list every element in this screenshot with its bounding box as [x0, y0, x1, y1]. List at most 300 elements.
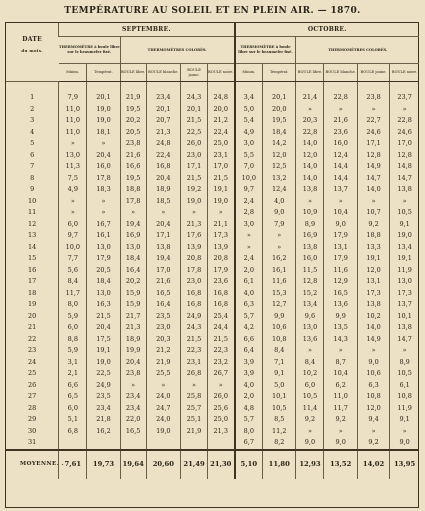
value-cell: 13,6 [324, 299, 357, 311]
value-cell: 19,0 [208, 196, 235, 208]
table-row [6, 115, 419, 127]
value-cell: 4,8 [235, 403, 263, 415]
value-cell: » [87, 196, 120, 208]
day-cell: 27 [28, 392, 37, 400]
value-cell: » [390, 196, 419, 208]
average-cell: 14,02 [357, 450, 389, 479]
value-cell: 6,0 [59, 403, 87, 415]
value-cell: 19,1 [87, 345, 120, 357]
value-cell: 8,9 [296, 219, 324, 231]
value-cell: 10,6 [263, 322, 296, 334]
value-cell: 14,0 [296, 173, 324, 185]
value-cell: 24,9 [181, 311, 208, 323]
value-cell: 23,5 [146, 311, 180, 323]
value-cell: 21,3 [120, 322, 146, 334]
value-cell: » [120, 207, 146, 219]
value-cell: 2,0 [235, 265, 263, 277]
value-cell: 16,3 [87, 299, 120, 311]
value-cell: 22,3 [208, 345, 235, 357]
value-cell: 6,6 [59, 380, 87, 392]
value-cell: 23,8 [120, 138, 146, 150]
value-cell: 12,0 [296, 150, 324, 162]
average-cell: 7,61 [59, 450, 87, 479]
value-cell: 21,5 [181, 334, 208, 346]
value-cell: 25,4 [208, 311, 235, 323]
value-cell: 14,0 [296, 138, 324, 150]
value-cell: 10,5 [263, 403, 296, 415]
value-cell: » [120, 380, 146, 392]
value-cell: 9,0 [324, 219, 357, 231]
group-header-colores: THERMOMÈTRES COLORÉS. [120, 37, 234, 64]
value-cell: 23,4 [120, 391, 146, 403]
value-cell: 11,0 [59, 104, 87, 116]
value-cell: 4,0 [263, 196, 296, 208]
day-cell: 19 [28, 300, 37, 308]
value-cell: 13,9 [208, 242, 235, 254]
value-cell: » [59, 196, 87, 208]
value-cell: 24,6 [357, 127, 389, 139]
value-cell: 17,9 [324, 230, 357, 242]
value-cell: 24,6 [390, 127, 419, 139]
value-cell: 14,7 [390, 173, 419, 185]
value-cell [208, 437, 235, 450]
value-cell: 10,7 [357, 207, 389, 219]
table-row [6, 150, 419, 162]
value-cell: 12,7 [263, 299, 296, 311]
day-cell: 5 [30, 139, 35, 147]
value-cell: 13,4 [390, 242, 419, 254]
value-cell: 18,3 [87, 184, 120, 196]
day-cell: 30 [28, 426, 37, 435]
value-cell: 8,4 [263, 345, 296, 357]
value-cell: 10,5 [296, 391, 324, 403]
value-cell: 5,5 [235, 150, 263, 162]
value-cell: 25,1 [181, 414, 208, 426]
value-cell: 21,6 [324, 115, 357, 127]
value-cell: 13,8 [390, 184, 419, 196]
value-cell: 14,0 [357, 184, 389, 196]
value-cell: 9,9 [263, 311, 296, 323]
value-cell: 20,1 [87, 92, 120, 104]
value-cell: 6,3 [235, 299, 263, 311]
day-cell: 18 [28, 288, 37, 297]
table-row [6, 242, 419, 254]
value-cell: 6,0 [296, 380, 324, 392]
column-header: BOULE jaune. [357, 64, 389, 82]
day-cell: 24 [28, 357, 37, 366]
table-row [6, 138, 419, 150]
day-cell: 21 [28, 323, 37, 331]
value-cell: 17,0 [208, 161, 235, 173]
value-cell: 6,1 [390, 380, 419, 392]
value-cell: 20,8 [181, 253, 208, 265]
value-cell: 19,4 [120, 219, 146, 231]
value-cell: 12,8 [357, 150, 389, 162]
day-cell: 25 [28, 369, 37, 377]
value-cell: 16,6 [120, 161, 146, 173]
value-cell: 21,5 [208, 173, 235, 185]
table-row [6, 299, 419, 311]
value-cell: 13,2 [263, 173, 296, 185]
table-row [6, 311, 419, 323]
value-cell: 23,0 [181, 150, 208, 162]
value-cell: 3,0 [235, 138, 263, 150]
value-cell: » [357, 196, 389, 208]
value-cell: 16,5 [146, 288, 180, 300]
value-cell: 23,0 [181, 276, 208, 288]
value-cell: » [235, 242, 263, 254]
value-cell: 21,3 [208, 426, 235, 438]
value-cell: 4,9 [59, 184, 87, 196]
value-cell: 16,9 [120, 230, 146, 242]
value-cell: 16,8 [208, 288, 235, 300]
value-cell: 19,0 [390, 230, 419, 242]
value-cell: 8,4 [59, 276, 87, 288]
value-cell: 7,1 [263, 357, 296, 369]
day-cell: 9 [30, 185, 35, 193]
value-cell: 11,6 [324, 265, 357, 277]
value-cell: 13,6 [296, 334, 324, 346]
table-row [6, 161, 419, 173]
value-cell: 26,0 [181, 138, 208, 150]
column-header: Températ. [263, 64, 296, 82]
value-cell: 13,0 [390, 276, 419, 288]
value-cell: 10,2 [296, 368, 324, 380]
value-cell: 16,1 [87, 230, 120, 242]
value-cell: 16,4 [120, 265, 146, 277]
value-cell: 20,0 [263, 104, 296, 116]
value-cell: 18,8 [120, 184, 146, 196]
value-cell: 25,0 [208, 414, 235, 426]
table-row [6, 184, 419, 196]
value-cell: 20,4 [146, 219, 180, 231]
value-cell: 17,1 [181, 161, 208, 173]
table-row [6, 426, 419, 438]
value-cell: 20,5 [87, 265, 120, 277]
value-cell [87, 437, 120, 450]
average-cell: 19,73 [87, 450, 120, 479]
value-cell: 11,7 [324, 403, 357, 415]
day-cell: 22 [28, 334, 37, 343]
value-cell: 14,7 [390, 334, 419, 346]
column-header: BOULE jaune. [181, 64, 208, 82]
value-cell: 17,9 [324, 253, 357, 265]
value-cell: » [324, 104, 357, 116]
value-cell: 18,5 [146, 196, 180, 208]
value-cell: 21,9 [120, 92, 146, 104]
value-cell: 16,2 [263, 253, 296, 265]
value-cell: 10,0 [59, 242, 87, 254]
value-cell: 17,6 [181, 230, 208, 242]
day-cell: 15 [28, 254, 37, 262]
value-cell: 18,4 [263, 127, 296, 139]
value-cell: 20,1 [146, 104, 180, 116]
value-cell: 11,9 [390, 265, 419, 277]
value-cell: » [208, 380, 235, 392]
value-cell: 20,7 [146, 115, 180, 127]
value-cell: 23,4 [87, 403, 120, 415]
value-cell: 12,8 [390, 150, 419, 162]
value-cell: 17,5 [87, 334, 120, 346]
value-cell: 11,4 [296, 403, 324, 415]
spacer-row [6, 82, 419, 93]
table-row [6, 357, 419, 369]
value-cell: 16,0 [296, 253, 324, 265]
value-cell: 9,4 [357, 414, 389, 426]
value-cell: 21,5 [208, 334, 235, 346]
table-row [6, 253, 419, 265]
value-cell: 21,8 [87, 414, 120, 426]
day-cell: 13 [28, 231, 37, 239]
value-cell: 20,3 [296, 115, 324, 127]
value-cell: 19,0 [146, 426, 180, 438]
value-cell: 22,8 [390, 115, 419, 127]
value-cell: 12,8 [296, 276, 324, 288]
column-header: BOULE blanche. [324, 64, 357, 82]
value-cell: 13,0 [87, 242, 120, 254]
value-cell: 13,9 [181, 242, 208, 254]
value-cell: 9,0 [390, 437, 419, 450]
value-cell: 8,0 [59, 299, 87, 311]
value-cell: 22,7 [357, 115, 389, 127]
day-cell: 29 [28, 415, 37, 423]
value-cell: 17,1 [357, 138, 389, 150]
value-cell: 22,5 [181, 127, 208, 139]
value-cell: 19,1 [357, 253, 389, 265]
day-cell: 8 [30, 173, 35, 182]
value-cell: 19,5 [120, 173, 146, 185]
value-cell: 23,5 [87, 391, 120, 403]
value-cell: 23,7 [390, 92, 419, 104]
value-cell: 6,7 [235, 437, 263, 450]
day-cell: 20 [28, 311, 37, 320]
value-cell: » [390, 345, 419, 357]
value-cell: » [263, 230, 296, 242]
value-cell: » [208, 207, 235, 219]
value-cell: 20,5 [120, 127, 146, 139]
day-cell: 26 [28, 380, 37, 389]
value-cell: 16,5 [120, 426, 146, 438]
value-cell: » [324, 345, 357, 357]
value-cell: 3,9 [235, 368, 263, 380]
value-cell: 12,0 [357, 265, 389, 277]
value-cell: 22,8 [324, 92, 357, 104]
value-cell: 24,7 [146, 403, 180, 415]
value-cell: 25,5 [146, 368, 180, 380]
day-cell: 6 [30, 150, 35, 159]
value-cell: 19,0 [181, 196, 208, 208]
table-row [6, 230, 419, 242]
value-cell: 9,6 [296, 311, 324, 323]
value-cell: 8,5 [263, 414, 296, 426]
value-cell: 13,4 [296, 299, 324, 311]
value-cell: 18,1 [87, 127, 120, 139]
value-cell: 10,5 [390, 207, 419, 219]
value-cell: 22,8 [296, 127, 324, 139]
value-cell: 10,5 [390, 368, 419, 380]
value-cell: 16,0 [324, 138, 357, 150]
value-cell: 4,0 [235, 288, 263, 300]
table-row [6, 334, 419, 346]
column-header: BOULE libre. [120, 64, 146, 82]
value-cell: 5,1 [59, 414, 87, 426]
value-cell: 11,0 [324, 391, 357, 403]
value-cell: 24,0 [146, 414, 180, 426]
value-cell: 14,7 [357, 173, 389, 185]
value-cell: 26,0 [208, 391, 235, 403]
value-cell: 10,4 [324, 207, 357, 219]
value-cell: 6,3 [357, 380, 389, 392]
value-cell: 11,0 [59, 115, 87, 127]
value-cell: 8,9 [390, 357, 419, 369]
value-cell: 21,3 [146, 127, 180, 139]
value-cell: 19,5 [263, 115, 296, 127]
value-cell: 10,2 [357, 311, 389, 323]
table-row [6, 173, 419, 185]
day-cell: 11 [28, 208, 37, 216]
value-cell: 16,2 [87, 426, 120, 438]
value-cell: 2,0 [235, 391, 263, 403]
value-cell [146, 437, 180, 450]
value-cell: 20,1 [181, 104, 208, 116]
value-cell: 21,7 [120, 311, 146, 323]
value-cell: » [324, 426, 357, 438]
value-cell: 14,9 [357, 334, 389, 346]
value-cell: » [296, 345, 324, 357]
value-cell: 22,3 [181, 345, 208, 357]
value-cell: 13,0 [59, 150, 87, 162]
value-cell: 5,0 [263, 380, 296, 392]
value-cell: 14,3 [324, 334, 357, 346]
table-row [6, 127, 419, 139]
value-cell: 4,0 [235, 380, 263, 392]
table-row [6, 104, 419, 116]
value-cell: 13,8 [296, 184, 324, 196]
value-cell: 10,9 [296, 207, 324, 219]
value-cell: 20,4 [146, 173, 180, 185]
value-cell: 16,8 [208, 299, 235, 311]
value-cell: 2,1 [59, 368, 87, 380]
du-mois-label: du mois. [21, 48, 43, 53]
value-cell: 8,0 [235, 426, 263, 438]
value-cell: » [59, 207, 87, 219]
value-cell: » [296, 426, 324, 438]
day-cell: 28 [28, 403, 37, 412]
value-cell: 13,8 [296, 242, 324, 254]
value-cell: 23,6 [208, 276, 235, 288]
value-cell: 7,5 [59, 173, 87, 185]
value-cell: 9,1 [263, 368, 296, 380]
value-cell: 13,0 [296, 322, 324, 334]
value-cell: 18,9 [146, 184, 180, 196]
value-cell: 10,8 [357, 391, 389, 403]
value-cell: 24,8 [146, 138, 180, 150]
value-cell: 18,4 [120, 253, 146, 265]
average-row [6, 450, 419, 479]
value-cell: 24,0 [146, 391, 180, 403]
value-cell: 8,2 [263, 437, 296, 450]
value-cell: 26,8 [181, 368, 208, 380]
value-cell: 9,7 [235, 184, 263, 196]
value-cell: 13,0 [120, 242, 146, 254]
value-cell: » [357, 426, 389, 438]
value-cell: 12,0 [357, 403, 389, 415]
table-row [6, 322, 419, 334]
value-cell: 9,2 [357, 219, 389, 231]
value-cell: 13,8 [146, 242, 180, 254]
value-cell: » [390, 104, 419, 116]
value-cell: 19,9 [120, 345, 146, 357]
value-cell: » [357, 104, 389, 116]
value-cell: 20,1 [263, 92, 296, 104]
value-cell: 3,9 [235, 357, 263, 369]
value-cell: 15,3 [263, 288, 296, 300]
value-cell: 5,0 [235, 104, 263, 116]
value-cell: 19,0 [87, 357, 120, 369]
average-cell: 19,64 [120, 450, 146, 479]
value-cell: 24,4 [208, 322, 235, 334]
value-cell: 21,5 [181, 173, 208, 185]
value-cell: 18,9 [120, 334, 146, 346]
value-cell: 21,5 [87, 311, 120, 323]
table-row [6, 414, 419, 426]
table-row [6, 276, 419, 288]
value-cell: 17,0 [390, 138, 419, 150]
value-cell: 19,4 [146, 253, 180, 265]
value-cell: 25,6 [208, 403, 235, 415]
value-cell: 6,4 [235, 345, 263, 357]
value-cell: 17,3 [208, 230, 235, 242]
table-row [6, 219, 419, 231]
value-cell: » [324, 196, 357, 208]
table-row [6, 391, 419, 403]
value-cell: 10,1 [390, 311, 419, 323]
value-cell: 13,1 [357, 276, 389, 288]
value-cell: 12,9 [324, 276, 357, 288]
value-cell: 17,3 [357, 288, 389, 300]
value-cell: 5,9 [59, 311, 87, 323]
value-cell: 20,4 [87, 150, 120, 162]
value-cell: 12,4 [263, 184, 296, 196]
value-cell: 6,5 [59, 391, 87, 403]
value-cell: 19,0 [87, 104, 120, 116]
value-cell: 17,9 [208, 265, 235, 277]
value-cell: 6,2 [324, 380, 357, 392]
value-cell: 21,6 [146, 276, 180, 288]
value-cell: 23,4 [120, 403, 146, 415]
value-cell: 10,8 [263, 334, 296, 346]
value-cell: 21,4 [296, 92, 324, 104]
value-cell: » [235, 230, 263, 242]
value-cell: 8,8 [59, 334, 87, 346]
value-cell: 17,8 [181, 265, 208, 277]
day-cell: 1 [30, 93, 35, 101]
value-cell: 18,8 [357, 230, 389, 242]
value-cell: 9,0 [357, 357, 389, 369]
value-cell: 23,1 [208, 150, 235, 162]
value-cell: 11,9 [390, 403, 419, 415]
table-row [6, 368, 419, 380]
value-cell: 24,3 [181, 92, 208, 104]
day-cell: 31 [28, 438, 37, 446]
column-header: BOULE blanche. [146, 64, 180, 82]
column-header: BOULE libre. [296, 64, 324, 82]
value-cell: 19,1 [208, 184, 235, 196]
value-cell: 23,2 [208, 357, 235, 369]
day-cell: 7 [30, 162, 35, 170]
value-cell: 16,8 [146, 161, 180, 173]
value-cell: 16,9 [296, 230, 324, 242]
